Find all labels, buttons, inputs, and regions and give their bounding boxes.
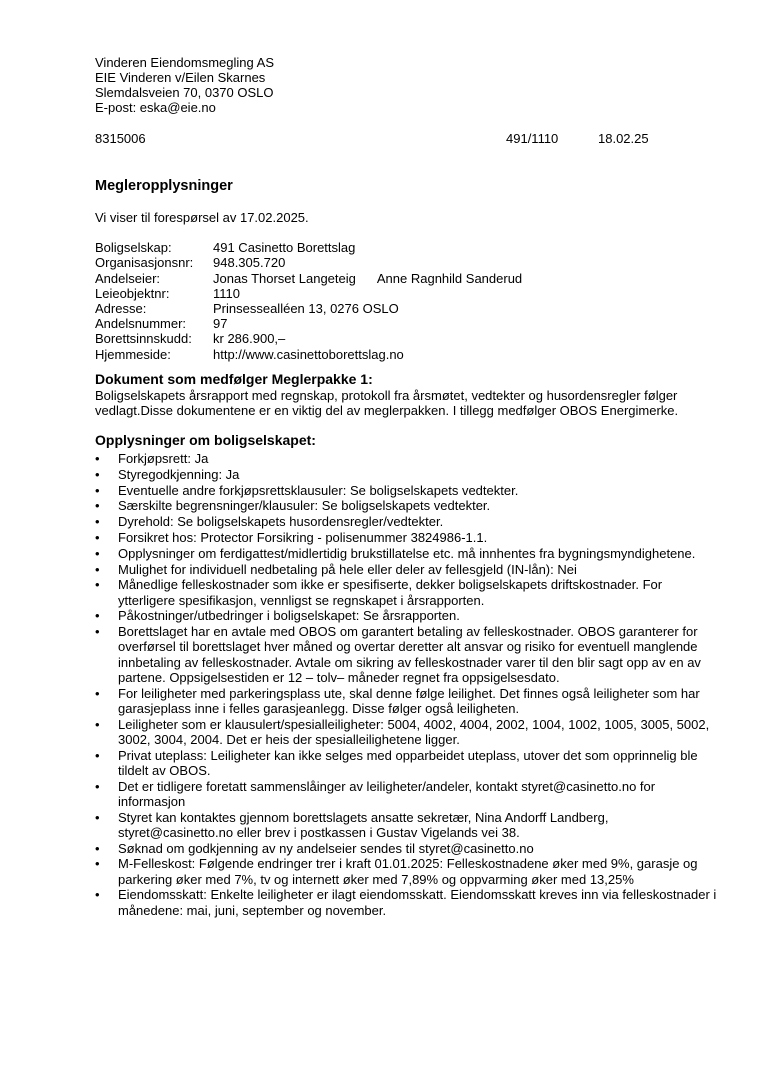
- bullet-icon: •: [95, 466, 100, 482]
- info-list-item: [95, 530, 720, 545]
- info-list-item: [95, 483, 720, 498]
- info-item-text: Forsikret hos: Protector Forsikring - polisenummer 3824986-1.1.: [118, 530, 488, 545]
- info-list-item: [95, 686, 720, 716]
- info-item-text: Månedlige felleskostnader som ikke er spesifiserte, dekker boligselskapets driftskostnader. For: [118, 577, 663, 593]
- intro-text: Vi viser til forespørsel av 17.02.2025.: [95, 210, 309, 225]
- detail-value: 948.305.720: [213, 255, 286, 271]
- detail-row: [95, 347, 720, 362]
- info-item-text: informasjon: [118, 793, 186, 809]
- detail-label: Leieobjektnr:: [95, 285, 170, 301]
- reference-row: [95, 131, 720, 147]
- bullet-icon: •: [95, 840, 100, 856]
- letter-date: 18.02.25: [598, 131, 649, 146]
- info-list-item: [95, 546, 720, 561]
- info-item-text: Påkostninger/utbedringer i boligselskapet: Se årsrapporten.: [118, 608, 460, 624]
- detail-row: [95, 286, 720, 301]
- info-item-text: 3002, 3004, 2004. Det er heis der spesialleilighetene ligger.: [118, 731, 460, 747]
- info-heading: Opplysninger om boligselskapet:: [95, 432, 316, 449]
- info-item-text: Eventuelle andre forkjøpsrettsklausuler: Se boligselskapets vedtekter.: [118, 482, 519, 498]
- info-item-text: parkering øker med 7%, tv og internett øker med 7,89% og oppvarming øker med 13,25%: [118, 871, 634, 887]
- info-item-text: Det er tidligere foretatt sammenslåinger av leiligheter/andeler, kontakt styret@casinetto.no for: [118, 778, 656, 794]
- documents-text-line: vedlagt.Disse dokumentene er en viktig del av meglerpakken. I tillegg medfølger OBOS Energimerke.: [95, 403, 679, 419]
- info-item-text: garasjeplass inne i felles garasjeanlegg. Disse følger også leiligheten.: [118, 700, 520, 716]
- info-list-item: [95, 514, 720, 529]
- info-item-text: ytterligere spesifikasjon, vennligst se regnskapet i årsrapporten.: [118, 592, 485, 608]
- bullet-icon: •: [95, 887, 100, 903]
- info-list: [95, 451, 720, 918]
- info-item-text: Styregodkjenning: Ja: [118, 466, 240, 482]
- bullet-icon: •: [95, 545, 100, 561]
- detail-value: Prinsessealléen 13, 0276 OSLO: [213, 301, 399, 317]
- detail-value: http://www.casinettoborettslag.no: [213, 346, 404, 362]
- detail-value-secondary: Anne Ragnhild Sanderud: [376, 270, 523, 286]
- info-item-text: overførsel til borettslaget hver måned og overtar deretter alt ansvar og risiko for eventuell manglende: [118, 639, 698, 655]
- info-item-text: innbetaling av felleskostnader. Avtale om sikring av felleskostnader varer til den blir sagt opp av en av: [118, 654, 701, 670]
- document-title: Megleropplysninger: [95, 178, 233, 194]
- detail-label: Borettsinnskudd:: [95, 331, 192, 347]
- info-item-text: Privat uteplass: Leiligheter kan ikke selges med opparbeidet uteplass, utover det som opprinnelig ble: [118, 747, 698, 763]
- detail-label: Organisasjonsnr:: [95, 255, 194, 271]
- info-list-item: [95, 887, 720, 917]
- info-list-item: [95, 779, 720, 809]
- detail-row: [95, 255, 720, 270]
- detail-label: Boligselskap:: [95, 240, 172, 256]
- info-item-text: Borettslaget har en avtale med OBOS om garantert betaling av felleskostnader. OBOS garanterer for: [118, 624, 698, 640]
- info-list-item: [95, 810, 720, 840]
- info-item-text: M-Felleskost: Følgende endringer trer i kraft 01.01.2025: Felleskostnadene øker med 9%, garasje og: [118, 856, 698, 872]
- details-table: [95, 240, 720, 362]
- detail-label: Adresse:: [95, 301, 147, 317]
- info-item-text: Opplysninger om ferdigattest/midlertidig brukstillatelse etc. må innhentes fra bygningsmyndighetene.: [118, 545, 696, 561]
- bullet-icon: •: [95, 482, 100, 498]
- bullet-icon: •: [95, 514, 100, 530]
- info-list-item: [95, 841, 720, 856]
- info-item-text: styret@casinetto.no eller brev i postkassen i Gustav Vigelands vei 38.: [118, 824, 520, 840]
- documents-text-line: Boligselskapets årsrapport med regnskap, protokoll fra årsmøtet, vedtekter og husordensregler følger: [95, 387, 678, 403]
- info-list-item: [95, 577, 720, 607]
- sender-email: E-post: eska@eie.no: [95, 100, 216, 115]
- detail-label: Andelsnummer:: [95, 316, 187, 332]
- detail-value: kr 286.900,–: [213, 331, 286, 347]
- info-item-text: Eiendomsskatt: Enkelte leiligheter er ilagt eiendomsskatt. Eiendomsskatt kreves inn via felleskostnader i: [118, 887, 717, 903]
- sender-block: [95, 55, 720, 115]
- info-list-item: [95, 624, 720, 685]
- detail-row: [95, 316, 720, 331]
- bullet-icon: •: [95, 577, 100, 593]
- bullet-icon: •: [95, 451, 100, 467]
- info-list-item: [95, 608, 720, 623]
- bullet-icon: •: [95, 608, 100, 624]
- info-item-text: Dyrehold: Se boligselskapets husordensregler/vedtekter.: [118, 514, 444, 530]
- bullet-icon: •: [95, 809, 100, 825]
- info-list-item: [95, 451, 720, 466]
- info-item-text: Styret kan kontaktes gjennom borettslagets ansatte sekretær, Nina Andorff Landberg,: [118, 809, 609, 825]
- reference-number: 8315006: [95, 131, 146, 146]
- detail-value: 491 Casinetto Borettslag: [213, 240, 356, 256]
- bullet-icon: •: [95, 498, 100, 514]
- detail-value: 97: [213, 316, 228, 332]
- detail-row: [95, 271, 720, 286]
- detail-label: Hjemmeside:: [95, 346, 171, 362]
- detail-label: Andelseier:: [95, 270, 161, 286]
- bullet-icon: •: [95, 685, 100, 701]
- sender-address: Slemdalsveien 70, 0370 OSLO: [95, 85, 274, 100]
- info-item-text: partene. Oppsigelsestiden er 12 – tolv– måneder regnet fra oppsigelsesdato.: [118, 669, 560, 685]
- bullet-icon: •: [95, 778, 100, 794]
- unit-reference: 491/1110: [506, 131, 559, 146]
- sender-company: Vinderen Eiendomsmegling AS: [95, 55, 274, 70]
- info-item-text: Søknad om godkjenning av ny andelseier sendes til styret@casinetto.no: [118, 840, 534, 856]
- bullet-icon: •: [95, 561, 100, 577]
- bullet-icon: •: [95, 716, 100, 732]
- letter-page: [95, 55, 720, 918]
- detail-value: 1110: [213, 285, 240, 301]
- info-item-text: Særskilte begrensninger/klausuler: Se boligselskapets vedtekter.: [118, 498, 491, 514]
- bullet-icon: •: [95, 530, 100, 545]
- info-list-item: [95, 856, 720, 886]
- info-item-text: Leiligheter som er klausulert/spesialleiligheter: 5004, 4002, 4004, 2002, 1004, 1002, 1005, 3005, 5002,: [118, 716, 710, 732]
- info-item-text: månedene: mai, juni, september og november.: [118, 902, 387, 918]
- bullet-icon: •: [95, 624, 100, 640]
- sender-contact: EIE Vinderen v/Eilen Skarnes: [95, 70, 266, 85]
- info-list-item: [95, 748, 720, 778]
- detail-row: [95, 331, 720, 346]
- info-list-item: [95, 498, 720, 513]
- info-item-text: For leiligheter med parkeringsplass ute, skal denne følge leilighet. Det finnes også leiligheter som har: [118, 685, 700, 701]
- info-item-text: Forkjøpsrett: Ja: [118, 451, 209, 467]
- info-item-text: Mulighet for individuell nedbetaling på hele eller deler av fellesgjeld (IN-lån): Nei: [118, 561, 577, 577]
- documents-heading: Dokument som medfølger Meglerpakke 1:: [95, 370, 373, 387]
- detail-value: Jonas Thorset Langeteig: [213, 270, 356, 286]
- detail-row: [95, 301, 720, 316]
- info-list-item: [95, 562, 720, 577]
- bullet-icon: •: [95, 747, 100, 763]
- info-list-item: [95, 467, 720, 482]
- info-list-item: [95, 717, 720, 747]
- info-item-text: tildelt av OBOS.: [118, 762, 211, 778]
- bullet-icon: •: [95, 856, 100, 872]
- detail-row: [95, 240, 720, 255]
